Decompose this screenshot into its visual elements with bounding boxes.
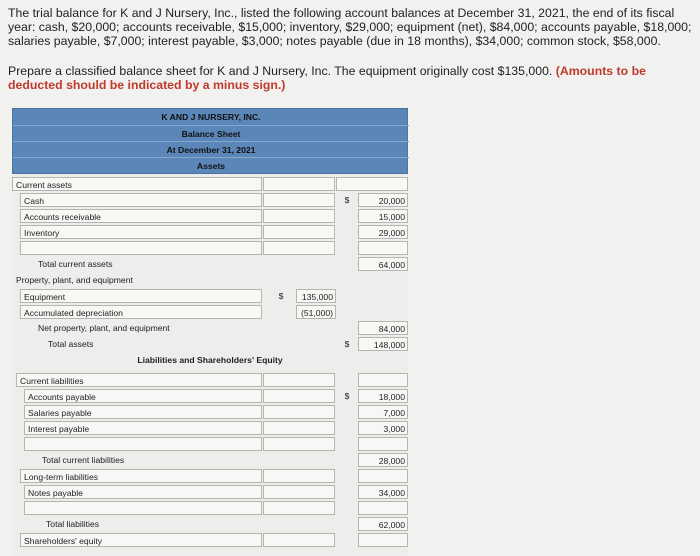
row-notes-payable bbox=[12, 484, 408, 500]
problem-text: The trial balance for K and J Nursery, Inc., listed the following account balances at December 31, 2021, the end of its fiscal year: cash, $20,000; accounts receivable, $15,000; inventory, $29,000; equipment (net), $84,000; accounts payable, $18,000; salaries payable, $7,000; interest payable, $3,000; notes payable (due in 18 months), $34,000; common stock, $58,000. bbox=[8, 6, 692, 49]
col2-input[interactable] bbox=[358, 437, 408, 451]
total-current-liab-label: Total current liabilities bbox=[42, 455, 125, 465]
balance-sheet-header bbox=[12, 108, 408, 174]
long-term-label[interactable]: Long-term liabilities bbox=[20, 469, 262, 483]
statement-date: At December 31, 2021 bbox=[13, 141, 409, 157]
row-accounts-receivable bbox=[12, 208, 408, 224]
instruction-note: (Amounts to be deducted should be indicated by a minus sign.) bbox=[8, 64, 646, 93]
row-salaries-payable bbox=[12, 404, 408, 420]
row-total-current-assets bbox=[12, 256, 408, 272]
instructions bbox=[8, 64, 692, 92]
ar-amount-input[interactable]: 15,000 bbox=[358, 209, 408, 223]
row-current-assets bbox=[12, 176, 408, 192]
row-inventory bbox=[12, 224, 408, 240]
total-current-liab-input[interactable]: 28,000 bbox=[358, 453, 408, 467]
dollar-sign: $ bbox=[278, 291, 284, 301]
row-accumulated-depreciation bbox=[12, 304, 408, 320]
total-liab-label: Total liabilities bbox=[46, 519, 100, 529]
ap-label[interactable]: Accounts payable bbox=[24, 389, 262, 403]
row-total-liabilities bbox=[12, 516, 408, 532]
inventory-amount-input[interactable]: 29,000 bbox=[358, 225, 408, 239]
col1-input[interactable] bbox=[263, 373, 335, 387]
row-long-term-liabilities bbox=[12, 468, 408, 484]
current-liabilities-label[interactable]: Current liabilities bbox=[16, 373, 262, 387]
salaries-label[interactable]: Salaries payable bbox=[24, 405, 262, 419]
col2-input[interactable] bbox=[358, 533, 408, 547]
total-assets-input[interactable]: 148,000 bbox=[358, 337, 408, 351]
row-interest-payable bbox=[12, 420, 408, 436]
total-assets-label: Total assets bbox=[48, 339, 94, 349]
col1-input[interactable] bbox=[263, 177, 335, 191]
col1-input[interactable] bbox=[263, 241, 335, 255]
instruction-text: Prepare a classified balance sheet for K and J Nursery, Inc. The equipment originally cost $135,000. bbox=[8, 64, 553, 78]
problem-statement bbox=[8, 6, 692, 49]
blank-label-input[interactable] bbox=[24, 437, 262, 451]
row-blank bbox=[12, 240, 408, 256]
net-ppe-input[interactable]: 84,000 bbox=[358, 321, 408, 335]
balance-sheet-form bbox=[12, 108, 408, 556]
equipment-amount-input[interactable]: 135,000 bbox=[296, 289, 336, 303]
liabilities-equity-heading: Liabilities and Shareholders' Equity bbox=[137, 355, 283, 365]
total-current-assets-input[interactable]: 64,000 bbox=[358, 257, 408, 271]
col2-input[interactable] bbox=[358, 469, 408, 483]
notes-label[interactable]: Notes payable bbox=[24, 485, 262, 499]
interest-amount-input[interactable]: 3,000 bbox=[358, 421, 408, 435]
col1-input[interactable] bbox=[263, 405, 335, 419]
row-accounts-payable bbox=[12, 388, 408, 404]
equipment-label[interactable]: Equipment bbox=[20, 289, 262, 303]
col1-input[interactable] bbox=[263, 209, 335, 223]
dollar-sign: $ bbox=[344, 391, 350, 401]
col2-input[interactable] bbox=[358, 501, 408, 515]
col1-input[interactable] bbox=[263, 225, 335, 239]
total-liab-input[interactable]: 62,000 bbox=[358, 517, 408, 531]
se-label[interactable]: Shareholders' equity bbox=[20, 533, 262, 547]
row-total-assets bbox=[12, 336, 408, 352]
row-shareholders-equity bbox=[12, 532, 408, 548]
col1-input[interactable] bbox=[263, 421, 335, 435]
cash-label[interactable]: Cash bbox=[20, 193, 262, 207]
row-current-liabilities bbox=[12, 372, 408, 388]
assets-heading: Assets bbox=[13, 157, 409, 175]
col1-input[interactable] bbox=[263, 193, 335, 207]
inventory-label[interactable]: Inventory bbox=[20, 225, 262, 239]
company-name: K AND J NURSERY, INC. bbox=[161, 112, 261, 122]
dollar-sign: $ bbox=[344, 195, 350, 205]
dollar-sign: $ bbox=[344, 339, 350, 349]
net-ppe-label: Net property, plant, and equipment bbox=[38, 323, 170, 333]
row-equipment bbox=[12, 288, 408, 304]
col1-input[interactable] bbox=[263, 485, 335, 499]
statement-title: Balance Sheet bbox=[13, 125, 409, 141]
col1-input[interactable] bbox=[263, 533, 335, 547]
interest-label[interactable]: Interest payable bbox=[24, 421, 262, 435]
col1-input[interactable] bbox=[263, 469, 335, 483]
ap-amount-input[interactable]: 18,000 bbox=[358, 389, 408, 403]
col1-input[interactable] bbox=[263, 437, 335, 451]
salaries-amount-input[interactable]: 7,000 bbox=[358, 405, 408, 419]
col2-input[interactable] bbox=[336, 177, 408, 191]
row-ppe bbox=[12, 272, 408, 288]
notes-amount-input[interactable]: 34,000 bbox=[358, 485, 408, 499]
accum-dep-label[interactable]: Accumulated depreciation bbox=[20, 305, 262, 319]
accum-dep-amount-input[interactable]: (51,000) bbox=[296, 305, 336, 319]
col1-input[interactable] bbox=[263, 501, 335, 515]
col1-input[interactable] bbox=[263, 389, 335, 403]
col2-input[interactable] bbox=[358, 373, 408, 387]
row-net-ppe bbox=[12, 320, 408, 336]
total-current-assets-label: Total current assets bbox=[38, 259, 113, 269]
row-cash bbox=[12, 192, 408, 208]
blank-label-input[interactable] bbox=[20, 241, 262, 255]
blank-label-input[interactable] bbox=[24, 501, 262, 515]
ppe-label: Property, plant, and equipment bbox=[16, 275, 133, 285]
current-assets-label[interactable]: Current assets bbox=[12, 177, 262, 191]
row-blank bbox=[12, 500, 408, 516]
row-blank bbox=[12, 436, 408, 452]
ar-label[interactable]: Accounts receivable bbox=[20, 209, 262, 223]
col2-input[interactable] bbox=[358, 241, 408, 255]
row-total-current-liabilities bbox=[12, 452, 408, 468]
cash-amount-input[interactable]: 20,000 bbox=[358, 193, 408, 207]
